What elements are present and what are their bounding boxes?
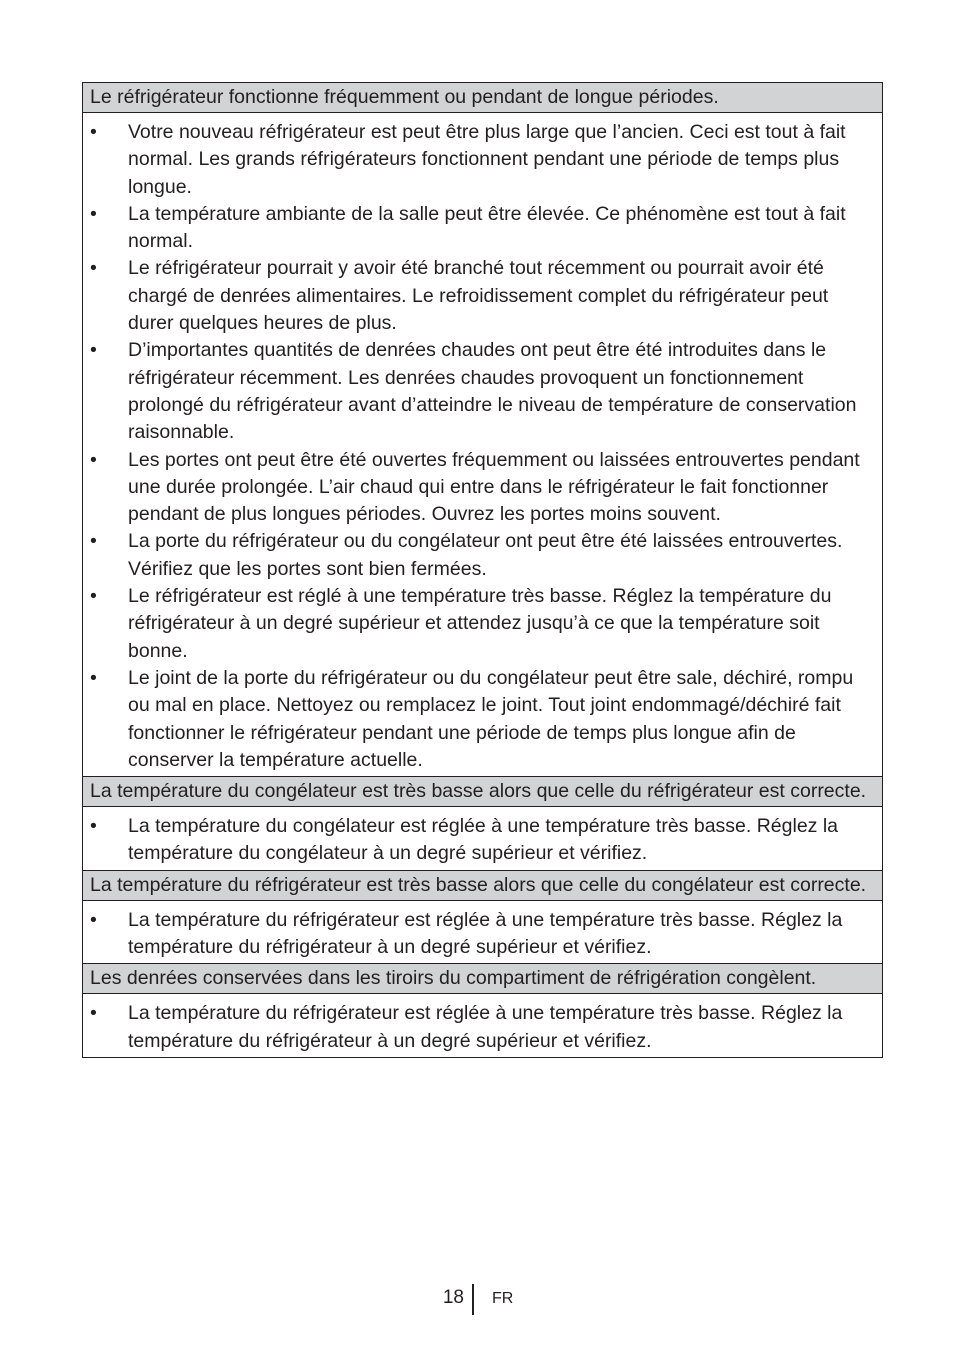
- footer-divider: [472, 1284, 474, 1315]
- section-body: [83, 113, 882, 777]
- bullet-icon: •: [90, 908, 97, 931]
- list-item-text: D’importantes quantités de denrées chaudes ont peut être été introduites dans le réfrigérateur récemment. Les denrées chaudes provoquent un fonctionnement prolongé du réfrigérateur avant d’atteindre le niveau de température de conservation raisonnable.: [128, 339, 857, 444]
- section-body: [83, 994, 882, 1057]
- list-item: [90, 907, 874, 962]
- section-body: [83, 807, 882, 871]
- bullet-icon: •: [90, 202, 97, 225]
- page-number: 18: [442, 1287, 464, 1308]
- list-item-text: La température du réfrigérateur est réglée à une température très basse. Réglez la température du réfrigérateur à un degré supérieur et vérifiez.: [128, 908, 843, 959]
- list-item-text: La température du congélateur est réglée à une température très basse. Réglez la température du congélateur à un degré supérieur et vérifiez.: [128, 815, 839, 865]
- bullet-list: [90, 1000, 874, 1055]
- list-item: [90, 583, 874, 665]
- page-footer: [0, 1284, 954, 1316]
- list-item-text: La porte du réfrigérateur ou du congélateur ont peut être été laissées entrouvertes. Vérifiez que les portes sont bien fermées.: [128, 530, 843, 580]
- list-item: [90, 528, 874, 583]
- list-item-text: La température ambiante de la salle peut être élevée. Ce phénomène est tout à fait normal.: [128, 202, 846, 253]
- list-item: [90, 665, 874, 774]
- section-header: Le réfrigérateur fonctionne fréquemment ou pendant de longue périodes.: [83, 83, 882, 113]
- section-body: [83, 901, 882, 965]
- section-header: Les denrées conservées dans les tiroirs du compartiment de réfrigération congèlent.: [83, 964, 882, 994]
- list-item-text: Le joint de la porte du réfrigérateur ou du congélateur peut être sale, déchiré, rompu ou mal en place. Nettoyez ou remplacez le joint. Tout joint endommagé/déchiré fait fonctionner le réfrigérateur pendant une période de temps plus longue afin de conserver la température actuelle.: [128, 666, 854, 771]
- section-header: La température du réfrigérateur est très basse alors que celle du congélateur est correcte.: [83, 871, 882, 901]
- list-item: [90, 813, 874, 868]
- language-code: FR: [492, 1290, 514, 1307]
- bullet-icon: •: [90, 257, 97, 280]
- list-item-text: Le réfrigérateur est réglé à une température très basse. Réglez la température du réfrigérateur à un degré supérieur et attendez jusqu’à ce que la température soit bonne.: [128, 585, 832, 662]
- bullet-icon: •: [90, 815, 97, 838]
- list-item-text: La température du réfrigérateur est réglée à une température très basse. Réglez la température du réfrigérateur à un degré supérieur et vérifiez.: [128, 1002, 843, 1052]
- list-item: [90, 1000, 874, 1055]
- list-item: [90, 447, 874, 529]
- bullet-icon: •: [90, 666, 97, 689]
- section-header: La température du congélateur est très basse alors que celle du réfrigérateur est correcte.: [83, 777, 882, 807]
- list-item-text: Votre nouveau réfrigérateur est peut être plus large que l’ancien. Ceci est tout à fait normal. Les grands réfrigérateurs fonctionnent pendant une période de temps plus longue.: [128, 121, 846, 198]
- list-item: [90, 119, 874, 201]
- list-item: [90, 337, 874, 446]
- bullet-icon: •: [90, 339, 97, 362]
- bullet-list: [90, 813, 874, 868]
- bullet-icon: •: [90, 530, 97, 553]
- list-item: [90, 201, 874, 256]
- bullet-icon: •: [90, 1002, 97, 1025]
- bullet-icon: •: [90, 585, 97, 608]
- list-item: [90, 255, 874, 337]
- list-item-text: Les portes ont peut être été ouvertes fréquemment ou laissées entrouvertes pendant une durée prolongée. L’air chaud qui entre dans le réfrigérateur le fait fonctionner pendant de plus longues périodes. Ouvrez les portes moins souvent.: [128, 448, 860, 526]
- bullet-icon: •: [90, 448, 97, 471]
- list-item-text: Le réfrigérateur pourrait y avoir été branché tout récemment ou pourrait avoir été chargé de denrées alimentaires. Le refroidissement complet du réfrigérateur peut durer quelques heures de plus.: [128, 257, 829, 335]
- bullet-list: [90, 119, 874, 774]
- troubleshooting-table: [82, 82, 883, 1058]
- bullet-icon: •: [90, 121, 97, 143]
- bullet-list: [90, 907, 874, 962]
